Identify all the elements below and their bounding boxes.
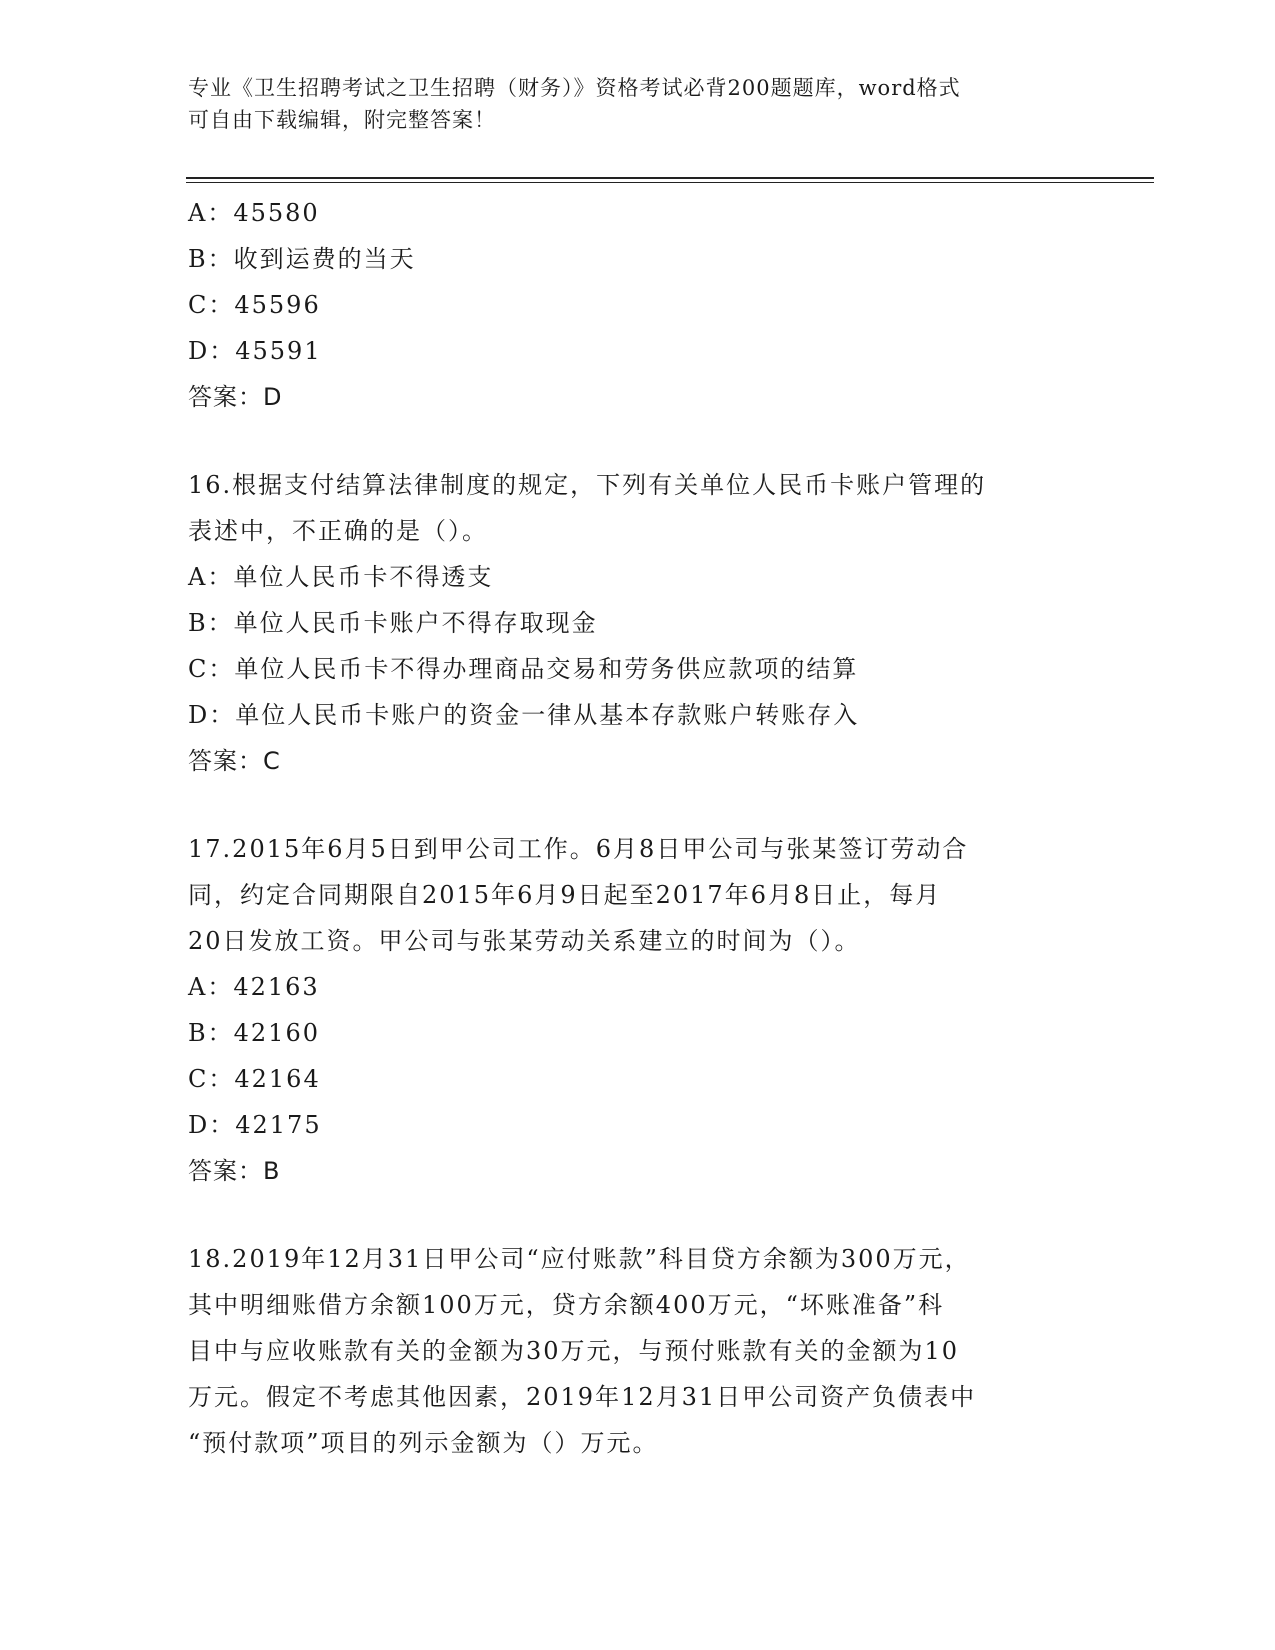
spacer: [188, 1194, 1088, 1236]
answer-line: 答案：D: [188, 383, 283, 411]
answer-line: 答案：B: [188, 1157, 281, 1185]
question-block-17: [188, 826, 1088, 1194]
question-stem: 17.2015年6月5日到甲公司工作。6月8日甲公司与张某签订劳动合: [188, 835, 969, 863]
spacer: [188, 420, 1088, 462]
option-a: A：45580: [188, 199, 320, 227]
header-divider-thick: [186, 177, 1154, 179]
option-b: B：收到运费的当天: [188, 245, 416, 273]
question-stem: 目中与应收账款有关的金额为30万元，与预付账款有关的金额为10: [188, 1337, 960, 1365]
question-stem: 其中明细账借方余额100万元，贷方余额400万元，“坏账准备”科: [188, 1291, 945, 1319]
option-d: D：45591: [188, 337, 322, 365]
question-stem: 万元。假定不考虑其他因素，2019年12月31日甲公司资产负债表中: [188, 1383, 977, 1411]
question-list: [188, 190, 1088, 1466]
option-b: B：单位人民币卡账户不得存取现金: [188, 609, 598, 637]
option-c: C：单位人民币卡不得办理商品交易和劳务供应款项的结算: [188, 655, 859, 683]
spacer: [188, 784, 1088, 826]
option-d: D：单位人民币卡账户的资金一律从基本存款账户转账存入: [188, 701, 860, 729]
question-stem: 20日发放工资。甲公司与张某劳动关系建立的时间为（）。: [188, 927, 861, 955]
question-stem: 16.根据支付结算法律制度的规定，下列有关单位人民币卡账户管理的: [188, 471, 987, 499]
question-stem: 表述中，不正确的是（）。: [188, 517, 488, 545]
question-block-16: [188, 462, 1088, 784]
option-c: C：42164: [188, 1065, 321, 1093]
document-header: [188, 72, 1068, 136]
header-divider-thin: [186, 182, 1154, 183]
option-d: D：42175: [188, 1111, 322, 1139]
option-c: C：45596: [188, 291, 321, 319]
question-stem: 同，约定合同期限自2015年6月9日起至2017年6月8日止，每月: [188, 881, 942, 909]
question-block-18: [188, 1236, 1088, 1466]
answer-line: 答案：C: [188, 747, 281, 775]
option-a: A：42163: [188, 973, 320, 1001]
header-line-1: 专业《卫生招聘考试之卫生招聘（财务）》资格考试必背200题题库，word格式: [188, 76, 961, 100]
option-a: A：单位人民币卡不得透支: [188, 563, 494, 591]
header-line-2: 可自由下载编辑，附完整答案！: [188, 108, 496, 132]
question-block-15: [188, 190, 1088, 420]
option-b: B：42160: [188, 1019, 320, 1047]
question-stem: 18.2019年12月31日甲公司“应付账款”科目贷方余额为300万元，: [188, 1245, 971, 1273]
question-stem: “预付款项”项目的列示金额为（）万元。: [188, 1429, 659, 1457]
